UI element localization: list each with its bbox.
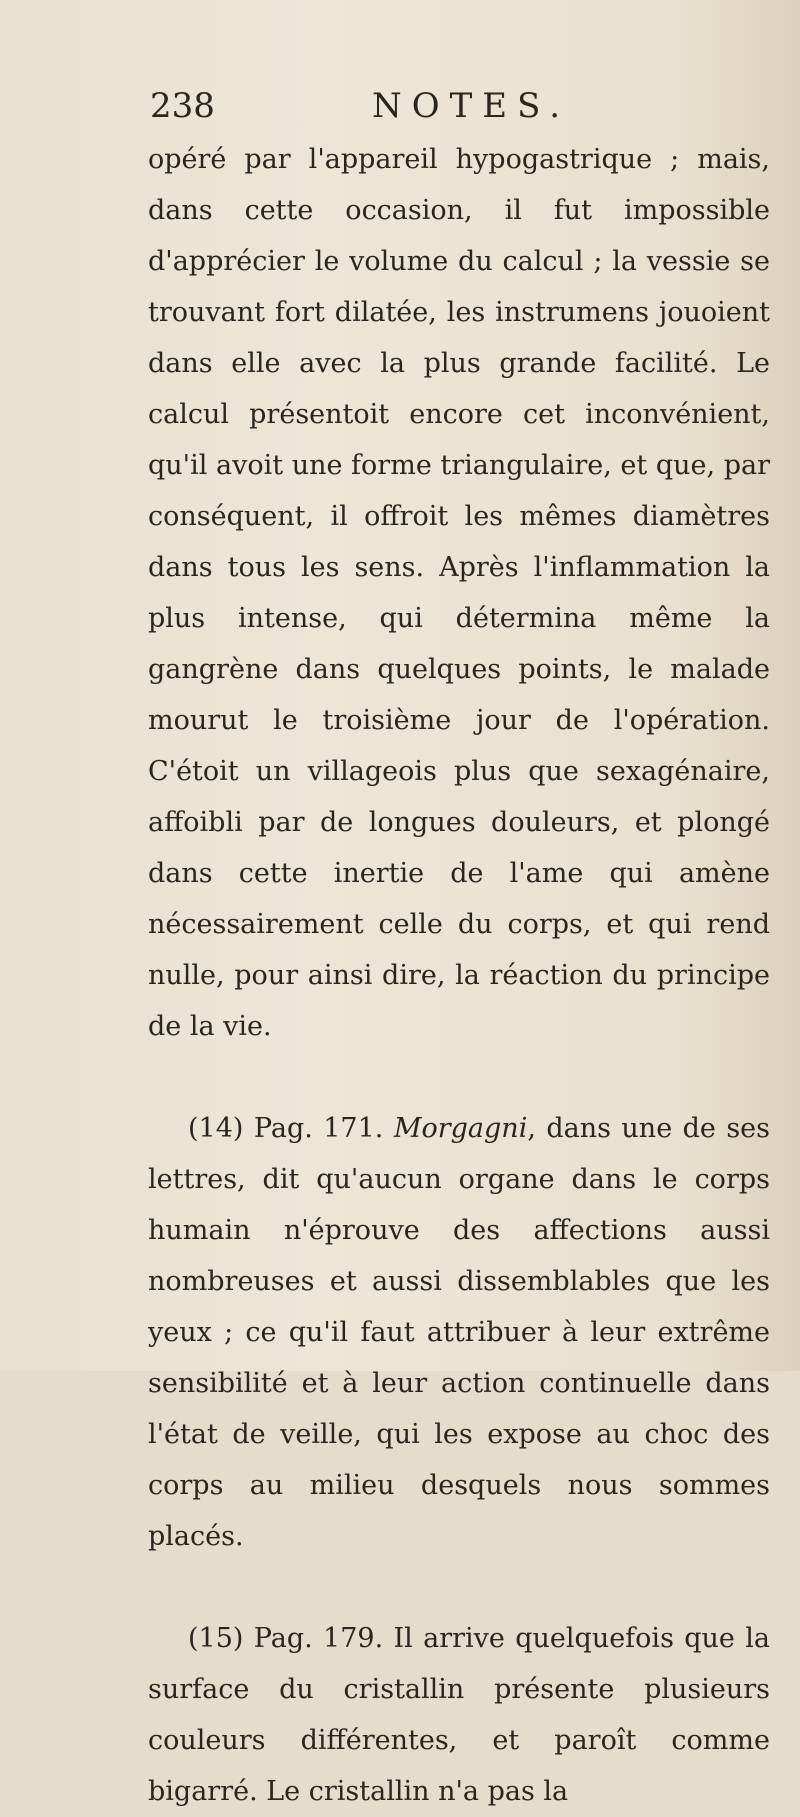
running-title: NOTES.: [372, 86, 571, 126]
body-text: [148, 134, 770, 1817]
note-text: , dans une de ses lettres, dit qu'aucun organe dans le corps humain n'éprouve des affections aussi nombreuses et aussi dissemblables que les yeux ; ce qu'il faut attribuer à leur extrême sensibilité et à leur action continuelle dans l'état de veille, qui les expose au choc des corps au milieu desquels nous sommes placés.: [148, 1113, 771, 1552]
page-number: 238: [150, 86, 215, 126]
page-reference: Pag. 179.: [253, 1623, 384, 1654]
author-name: Morgagni: [393, 1113, 528, 1144]
paragraph-gap: [148, 1052, 770, 1103]
note-15: [148, 1613, 770, 1817]
page-header: [150, 86, 770, 136]
note-marker: (14): [188, 1113, 244, 1144]
page-reference: Pag. 171.: [253, 1113, 384, 1144]
paragraph-continuation: opéré par l'appareil hypogastrique ; mais, dans cette occasion, il fut impossible d'apprécier le volume du calcul ; la vessie se trouvant fort dilatée, les instrumens jouoient dans elle avec la plus grande facilité. Le calcul présentoit encore cet inconvénient, qu'il avoit une forme triangulaire, et que, par conséquent, il offroit les mêmes diamètres dans tous les sens. Après l'inflammation la plus intense, qui détermina même la gangrène dans quelques points, le malade mourut le troisième jour de l'opération. C'étoit un villageois plus que sexagénaire, affoibli par de longues douleurs, et plongé dans cette inertie de l'ame qui amène nécessairement celle du corps, et qui rend nulle, pour ainsi dire, la réaction du principe de la vie.: [148, 144, 770, 1042]
note-14: [148, 1103, 770, 1562]
note-marker: (15): [188, 1623, 244, 1654]
paragraph-gap: [148, 1562, 770, 1613]
note-text: Il arrive quelquefois que la surface du cristallin présente plusieurs couleurs différentes, et paroît comme bigarré. Le cristallin n'a pas la: [148, 1623, 770, 1807]
